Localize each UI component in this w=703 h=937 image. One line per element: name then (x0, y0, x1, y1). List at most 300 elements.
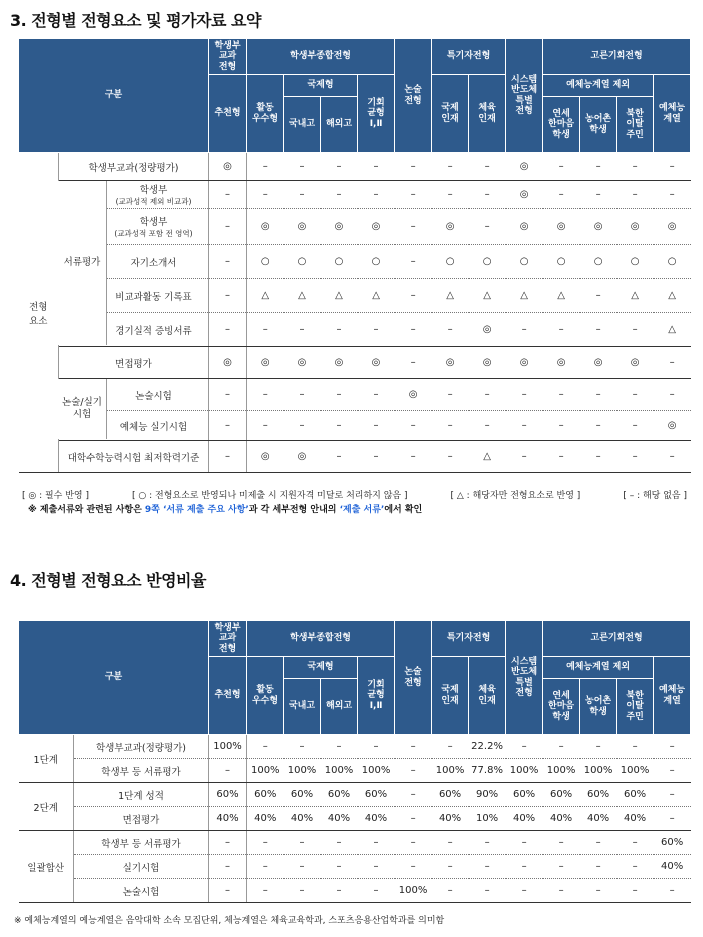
cell: – (321, 181, 358, 209)
group-label-nonsul: 논술/실기 시험 (58, 379, 107, 439)
cell: – (209, 209, 247, 245)
header-gubun: 구분 (19, 39, 209, 153)
cell: – (506, 313, 543, 347)
cell: 100% (321, 759, 358, 783)
cell: – (432, 855, 469, 879)
cell: – (469, 181, 506, 209)
cell: – (617, 411, 654, 441)
cell: ○ (617, 245, 654, 279)
cell: – (506, 441, 543, 473)
cell: – (284, 181, 321, 209)
table-row (19, 347, 691, 379)
cell: – (358, 153, 395, 181)
cell: ◎ (209, 347, 247, 379)
cell: ◎ (395, 379, 432, 411)
row-label: 학생부교과(정량평가) (59, 153, 209, 181)
header-gungnaego: 국내고 (284, 97, 321, 153)
cell: – (654, 735, 691, 759)
cell: – (395, 735, 432, 759)
cell: △ (284, 279, 321, 313)
cell: – (284, 379, 321, 411)
cell: – (209, 313, 247, 347)
cell: – (580, 279, 617, 313)
cell: – (247, 831, 284, 855)
header-yechejeoe: 예체능계열 제외 (543, 657, 654, 679)
row-label: 대학수학능력시험 최저학력기준 (59, 441, 209, 473)
cell: – (506, 831, 543, 855)
cell: – (358, 441, 395, 473)
header-gukje: 국제형 (284, 657, 358, 679)
cell: – (654, 347, 691, 379)
cell: – (395, 759, 432, 783)
cell: – (543, 379, 580, 411)
cell: 100% (247, 759, 284, 783)
row-label: 실기시험 (74, 855, 209, 879)
cell: – (209, 831, 247, 855)
row-label-main: 학생부 (139, 217, 168, 228)
cell: ◎ (358, 209, 395, 245)
cell: 40% (432, 807, 469, 831)
header-teukgi: 특기자전형 (432, 39, 506, 75)
table-row (19, 379, 691, 411)
cell: – (580, 411, 617, 441)
section3-title: 3. 전형별 전형요소 및 평가자료 요약 (10, 11, 261, 30)
cell: – (284, 411, 321, 441)
cell: 22.2% (469, 735, 506, 759)
cell: – (209, 181, 247, 209)
cell: – (580, 181, 617, 209)
cell: – (654, 759, 691, 783)
header-nongeochon: 농어촌 학생 (580, 679, 617, 735)
cell: – (543, 181, 580, 209)
group-label-3: 일괄합산 (19, 831, 74, 903)
header-chucheon: 추천형 (209, 657, 247, 735)
cell: – (617, 313, 654, 347)
cell: 40% (654, 855, 691, 879)
note-link-text: ‘제출 서류’ (339, 505, 385, 515)
cell: – (580, 313, 617, 347)
cell: – (543, 831, 580, 855)
row-label-main: 학생부 (139, 185, 168, 196)
cell: 60% (358, 783, 395, 807)
cell: ◎ (432, 347, 469, 379)
cell: – (506, 379, 543, 411)
cell: ◎ (543, 347, 580, 379)
cell: – (395, 245, 432, 279)
row-label: 예체능 실기시험 (59, 411, 209, 441)
cell: – (617, 831, 654, 855)
cell: 100% (580, 759, 617, 783)
cell: 100% (617, 759, 654, 783)
header-bukhan: 북한 이탈 주민 (617, 97, 654, 153)
cell: △ (469, 279, 506, 313)
row-label: 면접평가 (59, 347, 209, 379)
cell: – (506, 879, 543, 903)
cell: – (543, 441, 580, 473)
cell: – (358, 379, 395, 411)
cell: ◎ (247, 441, 284, 473)
group-label-seoryu: 서류평가 (58, 181, 107, 345)
cell: 100% (432, 759, 469, 783)
cell: – (543, 879, 580, 903)
row-label: 논술시험 (59, 379, 209, 411)
cell: △ (543, 279, 580, 313)
row-label: 비교과활동 기록표 (59, 279, 209, 313)
cell: ◎ (432, 209, 469, 245)
table-row (19, 807, 691, 831)
cell: – (321, 379, 358, 411)
cell: – (654, 879, 691, 903)
cell: – (395, 441, 432, 473)
cell: ◎ (209, 153, 247, 181)
cell: ○ (469, 245, 506, 279)
cell: – (395, 831, 432, 855)
cell: – (617, 153, 654, 181)
cell: △ (654, 313, 691, 347)
cell: – (432, 181, 469, 209)
cell: – (209, 855, 247, 879)
cell: 60% (432, 783, 469, 807)
row-label-sub: (교과성적 제외 비교과) (115, 197, 192, 206)
documents-note (28, 502, 422, 515)
cell: – (469, 879, 506, 903)
cell: 60% (247, 783, 284, 807)
table-row (19, 279, 691, 313)
cell: 100% (209, 735, 247, 759)
cell: – (247, 181, 284, 209)
cell: – (432, 735, 469, 759)
cell: 100% (395, 879, 432, 903)
cell: – (617, 441, 654, 473)
header-goreun: 고른기회전형 (543, 621, 691, 657)
cell: – (395, 209, 432, 245)
cell: – (617, 855, 654, 879)
table-row (19, 831, 691, 855)
cell: 60% (617, 783, 654, 807)
cell: ◎ (469, 347, 506, 379)
note-link-text: 9쪽 ‘서류 제출 주요 사항’ (144, 505, 249, 515)
cell: 40% (358, 807, 395, 831)
cell: – (247, 411, 284, 441)
cell: 77.8% (469, 759, 506, 783)
row-label: 1단계 성적 (74, 783, 209, 807)
cell: – (543, 735, 580, 759)
header-gukjein: 국제 인재 (432, 657, 469, 735)
cell: – (284, 153, 321, 181)
cell: – (432, 831, 469, 855)
group-label-jeonhyung: 전형 요소 (19, 153, 59, 473)
cell: ◎ (321, 209, 358, 245)
cell: – (209, 879, 247, 903)
cell: – (617, 735, 654, 759)
cell: – (321, 735, 358, 759)
cell: – (284, 735, 321, 759)
header-gyogwa: 학생부 교과 전형 (209, 39, 247, 75)
cell: – (654, 379, 691, 411)
cell: △ (321, 279, 358, 313)
cell: – (654, 783, 691, 807)
cell: – (209, 441, 247, 473)
cell: – (506, 411, 543, 441)
cell: – (321, 153, 358, 181)
cell: – (580, 379, 617, 411)
header-hwaldong: 활동 우수형 (247, 75, 284, 153)
evaluation-summary-table (18, 38, 691, 473)
cell: 60% (543, 783, 580, 807)
cell: 40% (321, 807, 358, 831)
cell: – (432, 153, 469, 181)
cell: ◎ (506, 153, 543, 181)
cell: – (209, 411, 247, 441)
legend (22, 488, 687, 501)
cell: – (247, 879, 284, 903)
cell: – (469, 855, 506, 879)
group-label-1: 1단계 (19, 735, 74, 783)
cell: – (654, 441, 691, 473)
header-gukjein: 국제 인재 (432, 75, 469, 153)
cell: ◎ (543, 209, 580, 245)
cell: △ (432, 279, 469, 313)
table-row (19, 783, 691, 807)
cell: – (209, 245, 247, 279)
cell: – (284, 313, 321, 347)
cell: 100% (284, 759, 321, 783)
cell: 10% (469, 807, 506, 831)
row-label: 자기소개서 (59, 245, 209, 279)
cell: ◎ (580, 209, 617, 245)
cell: – (506, 855, 543, 879)
cell: 40% (617, 807, 654, 831)
row-label: 면접평가 (74, 807, 209, 831)
cell: – (321, 441, 358, 473)
cell: – (395, 279, 432, 313)
cell: ○ (506, 245, 543, 279)
cell: – (543, 411, 580, 441)
cell: – (284, 855, 321, 879)
cell: – (543, 313, 580, 347)
cell: 60% (654, 831, 691, 855)
table-row (19, 759, 691, 783)
table-row (19, 855, 691, 879)
cell: – (432, 411, 469, 441)
cell: – (469, 153, 506, 181)
row-label: 경기실적 증빙서류 (59, 313, 209, 347)
cell: – (321, 831, 358, 855)
cell: – (247, 735, 284, 759)
cell: ○ (321, 245, 358, 279)
cell: – (321, 411, 358, 441)
header-gihoe: 기회 균형 Ⅰ,Ⅱ (358, 75, 395, 153)
cell: – (284, 831, 321, 855)
table-row (19, 411, 691, 441)
cell: – (358, 735, 395, 759)
cell: 40% (247, 807, 284, 831)
cell: – (247, 313, 284, 347)
cell: ◎ (284, 441, 321, 473)
cell: – (321, 855, 358, 879)
cell: – (358, 879, 395, 903)
cell: – (617, 181, 654, 209)
header-nonsul: 논술 전형 (395, 39, 432, 153)
cell: △ (358, 279, 395, 313)
cell: – (432, 441, 469, 473)
table-row (19, 209, 691, 245)
header-jonghap: 학생부종합전형 (247, 621, 395, 657)
cell: ○ (543, 245, 580, 279)
header-gubun: 구분 (19, 621, 209, 735)
header-gukje: 국제형 (284, 75, 358, 97)
cell: – (654, 181, 691, 209)
row-label: 학생부 등 서류평가 (74, 759, 209, 783)
cell: – (395, 783, 432, 807)
table-row (19, 441, 691, 473)
cell: ◎ (358, 347, 395, 379)
cell: – (395, 153, 432, 181)
cell: – (209, 759, 247, 783)
cell: ◎ (654, 411, 691, 441)
row-label: 학생부 등 서류평가 (74, 831, 209, 855)
cell: ◎ (506, 181, 543, 209)
header-haeoego: 해외고 (321, 97, 358, 153)
cell: – (247, 379, 284, 411)
cell: ◎ (617, 209, 654, 245)
cell: △ (617, 279, 654, 313)
cell: 60% (284, 783, 321, 807)
legend-item: [ ◎ : 필수 반영 ] (22, 491, 89, 501)
table-row (19, 735, 691, 759)
cell: ○ (432, 245, 469, 279)
cell: – (395, 347, 432, 379)
header-gungnaego: 국내고 (284, 679, 321, 735)
cell: – (358, 411, 395, 441)
header-bukhan: 북한 이탈 주민 (617, 679, 654, 735)
cell: – (617, 379, 654, 411)
header-yeonse: 연세 한마음 학생 (543, 97, 580, 153)
row-label: 논술시험 (74, 879, 209, 903)
cell: 60% (580, 783, 617, 807)
header-yeonse: 연세 한마음 학생 (543, 679, 580, 735)
cell: ◎ (506, 209, 543, 245)
cell: – (247, 153, 284, 181)
cell: △ (469, 441, 506, 473)
cell: – (580, 441, 617, 473)
header-yeche: 예체능 계열 (654, 75, 691, 153)
cell: 40% (209, 807, 247, 831)
cell: 100% (543, 759, 580, 783)
cell: △ (654, 279, 691, 313)
cell: – (580, 879, 617, 903)
header-gyogwa: 학생부 교과 전형 (209, 621, 247, 657)
header-nongeochon: 농어촌 학생 (580, 97, 617, 153)
cell: 60% (209, 783, 247, 807)
cell: – (395, 807, 432, 831)
legend-item: [ – : 해당 없음 ] (623, 491, 687, 501)
header-cheyuk: 체육 인재 (469, 657, 506, 735)
cell: ○ (247, 245, 284, 279)
cell: – (506, 735, 543, 759)
cell: – (580, 153, 617, 181)
cell: 60% (321, 783, 358, 807)
cell: ○ (580, 245, 617, 279)
note-text: ※ 제출서류와 관련된 사항은 (28, 505, 145, 515)
cell: ◎ (321, 347, 358, 379)
cell: – (580, 831, 617, 855)
cell: – (358, 855, 395, 879)
section4-title: 4. 전형별 전형요소 반영비율 (10, 571, 206, 590)
cell: – (209, 279, 247, 313)
table-row (19, 879, 691, 903)
header-system: 시스템 반도체 특별 전형 (506, 621, 543, 735)
row-label-sub: (교과성적 포함 전 영역) (114, 229, 193, 238)
cell: – (395, 855, 432, 879)
cell: – (432, 879, 469, 903)
cell: ○ (358, 245, 395, 279)
cell: ◎ (469, 313, 506, 347)
header-system: 시스템 반도체 특별 전형 (506, 39, 543, 153)
cell: – (469, 379, 506, 411)
footnote: ※ 예체능계열의 예능계열은 음악대학 소속 모집단위, 체능계열은 체육교육학과, 스포츠응용산업학과를 의미함 (14, 916, 445, 926)
header-jonghap: 학생부종합전형 (247, 39, 395, 75)
cell: 100% (358, 759, 395, 783)
header-teukgi: 특기자전형 (432, 621, 506, 657)
cell: ○ (654, 245, 691, 279)
header-goreun: 고른기회전형 (543, 39, 691, 75)
cell: – (284, 879, 321, 903)
cell: ○ (284, 245, 321, 279)
header-nonsul: 논술 전형 (395, 621, 432, 735)
cell: – (209, 379, 247, 411)
legend-item: [ ○ : 전형요소로 반영되나 미제출 시 지원자격 미달로 처리하지 않음 ] (132, 491, 408, 501)
cell: – (543, 153, 580, 181)
cell: ◎ (654, 209, 691, 245)
cell: – (358, 181, 395, 209)
header-yechejeoe: 예체능계열 제외 (543, 75, 654, 97)
row-label: 학생부교과(정량평가) (74, 735, 209, 759)
cell: 40% (506, 807, 543, 831)
header-hwaldong: 활동 우수형 (247, 657, 284, 735)
cell: – (432, 313, 469, 347)
legend-item: [ △ : 해당자만 전형요소로 반영 ] (450, 491, 581, 501)
cell: ◎ (247, 209, 284, 245)
cell: – (543, 855, 580, 879)
cell: – (358, 313, 395, 347)
cell: 60% (506, 783, 543, 807)
cell: – (654, 153, 691, 181)
header-haeoego: 해외고 (321, 679, 358, 735)
note-text: 에서 확인 (384, 505, 423, 515)
cell: 40% (543, 807, 580, 831)
cell: 40% (580, 807, 617, 831)
cell: – (321, 313, 358, 347)
cell: ◎ (284, 209, 321, 245)
table-row (19, 181, 691, 209)
cell: – (395, 411, 432, 441)
cell: – (469, 831, 506, 855)
cell: ◎ (247, 347, 284, 379)
ratio-table (18, 620, 691, 903)
table-row (19, 153, 691, 181)
cell: – (580, 855, 617, 879)
cell: – (469, 209, 506, 245)
cell: – (247, 855, 284, 879)
cell: 90% (469, 783, 506, 807)
cell: △ (247, 279, 284, 313)
cell: △ (506, 279, 543, 313)
cell: ◎ (284, 347, 321, 379)
header-chucheon: 추천형 (209, 75, 247, 153)
cell: – (617, 879, 654, 903)
cell: 40% (284, 807, 321, 831)
